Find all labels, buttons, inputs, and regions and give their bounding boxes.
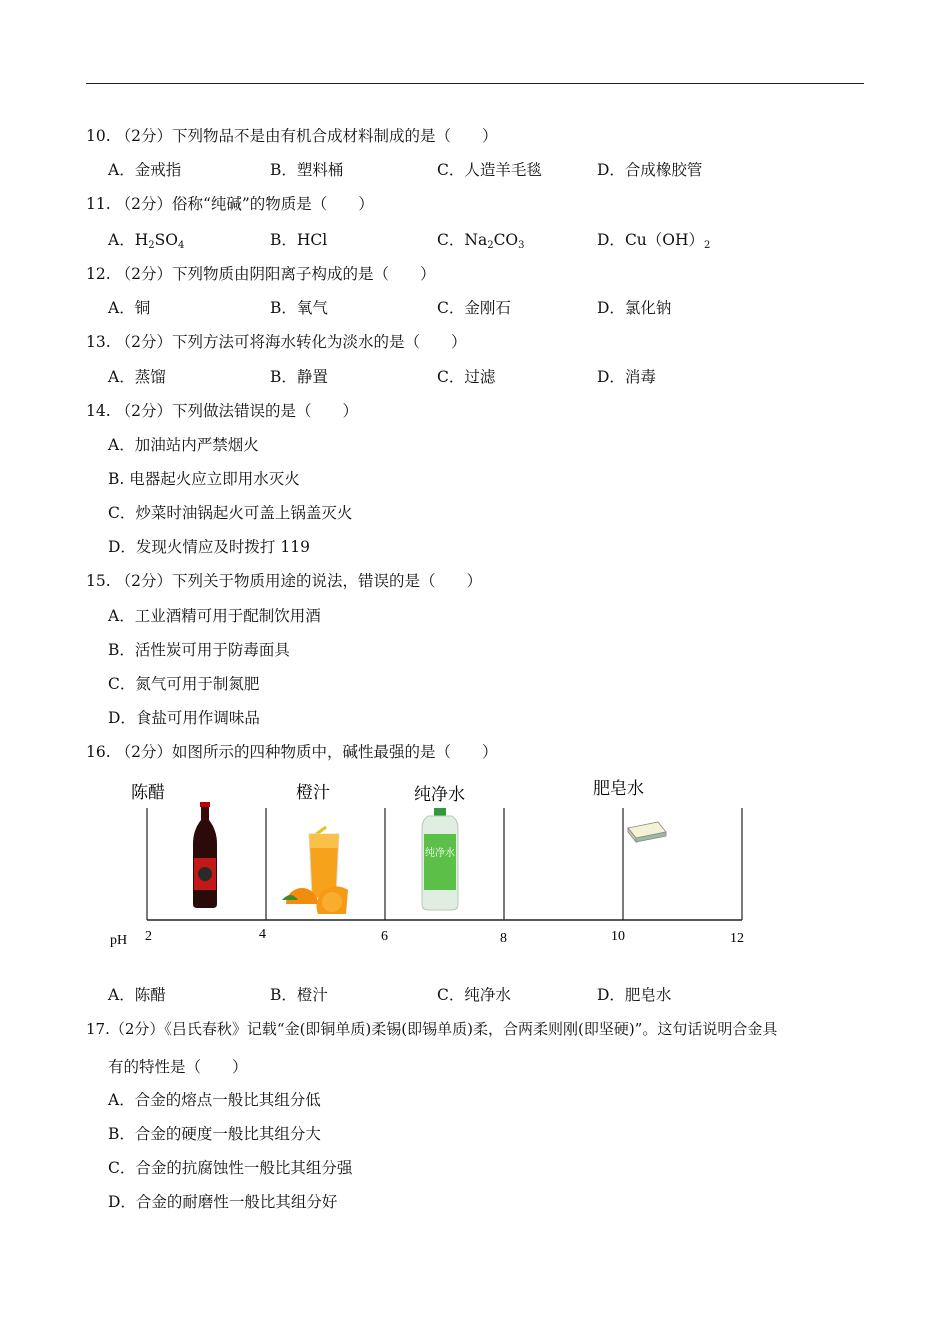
q17-option-b: B．合金的硬度一般比其组分大: [108, 1125, 321, 1143]
tick-2: 2: [145, 929, 152, 944]
q15-option-a: A．工业酒精可用于配制饮用酒: [108, 607, 321, 625]
q11-option-d: D．$Cu(OH)_2$: [597, 231, 711, 251]
tick-10: 10: [611, 929, 625, 944]
question-16-stem: 16. （2分）如图所示的四种物质中，碱性最强的是（ ）: [86, 743, 498, 761]
q10-option-d: D．合成橡胶管: [597, 161, 703, 179]
orange-juice-icon: [282, 827, 348, 914]
ph-scale-svg: [106, 772, 756, 952]
label-orange-juice: 橙汁: [296, 783, 330, 803]
q11-option-a: A．$H_2SO_4$: [108, 231, 185, 251]
vinegar-bottle-icon: [193, 802, 217, 908]
label-vinegar: 陈醋: [131, 783, 165, 803]
tick-6: 6: [381, 929, 388, 944]
q11-option-c: C．$Na_2CO_3$: [437, 231, 525, 251]
q15-option-c: C．氮气可用于制氮肥: [108, 675, 260, 693]
q16-option-c: C．纯净水: [437, 986, 511, 1004]
question-10-stem: 10. （2分）下列物品不是由有机合成材料制成的是（ ）: [86, 127, 498, 145]
tick-8: 8: [500, 931, 507, 946]
q14-option-a: A．加油站内严禁烟火: [108, 436, 259, 454]
q12-option-c: C．金刚石: [437, 299, 511, 317]
question-12-stem: 12. （2分）下列物质由阴阳离子构成的是（ ）: [86, 265, 436, 283]
water-bottle-icon: [422, 808, 458, 910]
q10-option-b: B．塑料桶: [270, 161, 344, 179]
q13-option-b: B．静置: [270, 368, 328, 386]
ph-figure: [106, 772, 756, 952]
ph-axis-label: pH: [110, 933, 128, 948]
q10-option-a: A．金戒指: [108, 161, 182, 179]
label-soap-water: 肥皂水: [593, 779, 644, 799]
question-13-stem: 13. （2分）下列方法可将海水转化为淡水的是（ ）: [86, 333, 467, 351]
q14-option-d: D．发现火情应及时拨打 119: [108, 538, 310, 556]
q12-option-b: B．氧气: [270, 299, 328, 317]
tick-4: 4: [259, 927, 266, 942]
q12-option-a: A．铜: [108, 299, 151, 317]
q15-option-b: B．活性炭可用于防毒面具: [108, 641, 290, 659]
q17-option-a: A．合金的熔点一般比其组分低: [108, 1091, 321, 1109]
q16-option-d: D．肥皂水: [597, 986, 672, 1004]
question-14-stem: 14. （2分）下列做法错误的是（ ）: [86, 402, 358, 420]
q17-option-d: D．合金的耐磨性一般比其组分好: [108, 1193, 338, 1211]
q14-option-c: C．炒菜时油锅起火可盖上锅盖灭火: [108, 504, 353, 522]
q11-option-b: B．HCl: [270, 231, 328, 249]
label-pure-water: 纯净水: [414, 785, 465, 805]
q16-option-b: B．橙汁: [270, 986, 328, 1004]
question-15-stem: 15. （2分）下列关于物质用途的说法，错误的是（ ）: [86, 572, 482, 590]
q16-option-a: A．陈醋: [108, 986, 166, 1004]
q10-option-c: C．人造羊毛毯: [437, 161, 542, 179]
q13-option-c: C．过滤: [437, 368, 496, 386]
q15-option-d: D．食盐可用作调味品: [108, 709, 260, 727]
question-17-stem: 17.（2分）《吕氏春秋》记载“金(即铜单质)柔锡(即锡单质)柔，合两柔则刚(即坚硬)”。这句话说明合金具: [86, 1020, 778, 1038]
q17-option-c: C．合金的抗腐蚀性一般比其组分强: [108, 1159, 353, 1177]
question-11-stem: 11. （2分）俗称“纯碱”的物质是（ ）: [86, 195, 374, 213]
soap-bar-icon: [628, 822, 666, 842]
q14-option-b: B. 电器起火应立即用水灭火: [108, 470, 300, 488]
q13-option-a: A．蒸馏: [108, 368, 166, 386]
tick-12: 12: [730, 931, 744, 946]
header-rule: [86, 83, 864, 84]
water-bottle-text: 纯净水: [425, 848, 455, 859]
q13-option-d: D．消毒: [597, 368, 656, 386]
q12-option-d: D．氯化钠: [597, 299, 672, 317]
question-17-stem-continued: 有的特性是（ ）: [108, 1058, 248, 1076]
